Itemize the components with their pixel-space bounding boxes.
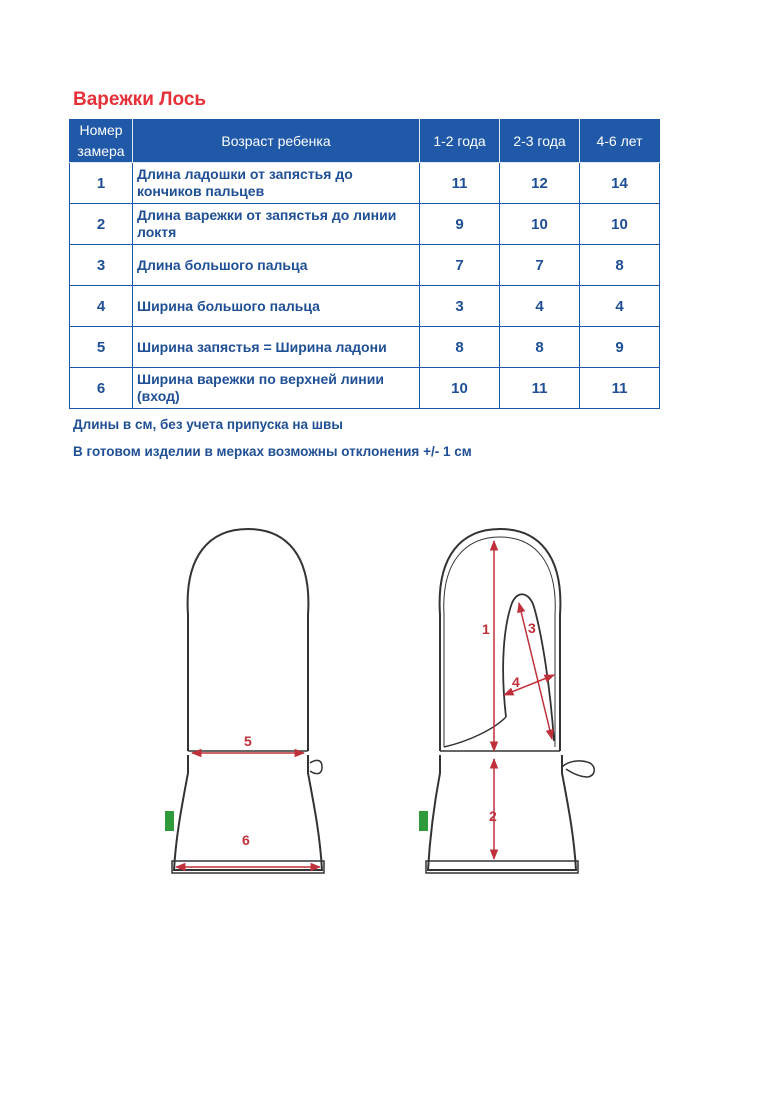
header-number: Номер замера xyxy=(70,120,133,163)
measure-4-label: 4 xyxy=(512,674,520,690)
value-size-1: 11 xyxy=(420,163,500,204)
loop-icon xyxy=(310,760,322,773)
brand-tag-icon xyxy=(165,811,174,831)
table-row xyxy=(70,245,660,286)
row-description: Длина варежки от запястья до линии локтя xyxy=(133,204,420,245)
measure-1-label: 1 xyxy=(482,621,490,637)
table-row xyxy=(70,204,660,245)
value-size-1: 3 xyxy=(420,286,500,327)
measure-3-label: 3 xyxy=(528,620,536,636)
table-row xyxy=(70,327,660,368)
table-row xyxy=(70,286,660,327)
value-size-1: 10 xyxy=(420,368,500,409)
units-note: Длины в см, без учета припуска на швы xyxy=(73,417,343,432)
row-description: Ширина запястья = Ширина ладони xyxy=(133,327,420,368)
value-size-3: 10 xyxy=(580,204,660,245)
brand-tag-icon xyxy=(419,811,428,831)
row-number: 6 xyxy=(70,368,133,409)
row-number: 1 xyxy=(70,163,133,204)
header-size-1: 1-2 года xyxy=(420,120,500,163)
mitten-palm-view xyxy=(419,529,594,873)
value-size-3: 8 xyxy=(580,245,660,286)
row-number: 5 xyxy=(70,327,133,368)
value-size-2: 10 xyxy=(500,204,580,245)
table-row xyxy=(70,368,660,409)
value-size-3: 9 xyxy=(580,327,660,368)
size-table xyxy=(69,119,660,409)
value-size-1: 9 xyxy=(420,204,500,245)
row-description: Длина ладошки от запястья до кончиков пальцев xyxy=(133,163,420,204)
measure-2-label: 2 xyxy=(489,808,497,824)
measure-6-label: 6 xyxy=(242,832,250,848)
value-size-3: 11 xyxy=(580,368,660,409)
value-size-2: 4 xyxy=(500,286,580,327)
mitten-back-view xyxy=(165,529,324,873)
row-description: Длина большого пальца xyxy=(133,245,420,286)
row-number: 2 xyxy=(70,204,133,245)
value-size-3: 14 xyxy=(580,163,660,204)
value-size-2: 7 xyxy=(500,245,580,286)
page-title: Варежки Лось xyxy=(73,89,207,110)
value-size-2: 11 xyxy=(500,368,580,409)
tolerance-note: В готовом изделии в мерках возможны отклонения +/- 1 см xyxy=(73,444,472,459)
mitten-diagram xyxy=(140,515,620,895)
value-size-2: 8 xyxy=(500,327,580,368)
value-size-2: 12 xyxy=(500,163,580,204)
value-size-1: 8 xyxy=(420,327,500,368)
header-size-2: 2-3 года xyxy=(500,120,580,163)
measure-5-label: 5 xyxy=(244,733,252,749)
table-header-row xyxy=(70,120,660,163)
header-age: Возраст ребенка xyxy=(133,120,420,163)
clip-icon xyxy=(562,761,594,777)
row-description: Ширина варежки по верхней линии (вход) xyxy=(133,368,420,409)
row-number: 3 xyxy=(70,245,133,286)
row-description: Ширина большого пальца xyxy=(133,286,420,327)
value-size-1: 7 xyxy=(420,245,500,286)
value-size-3: 4 xyxy=(580,286,660,327)
header-size-3: 4-6 лет xyxy=(580,120,660,163)
table-row xyxy=(70,163,660,204)
row-number: 4 xyxy=(70,286,133,327)
